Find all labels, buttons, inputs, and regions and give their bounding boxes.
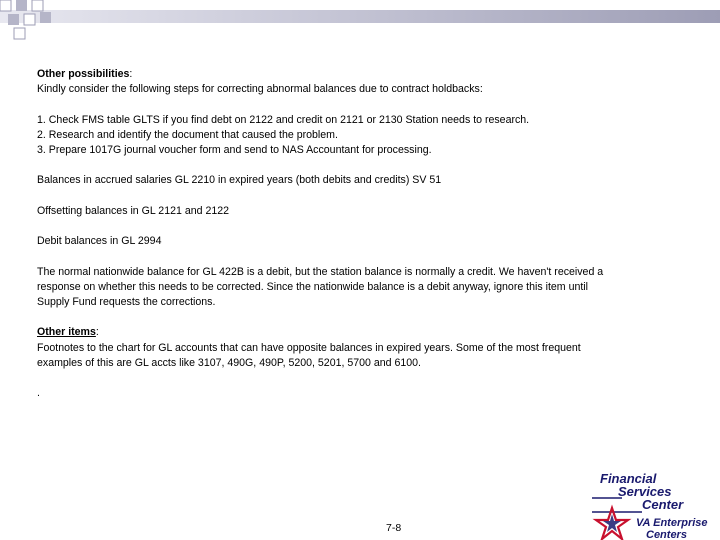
section-heading: Other possibilities: [37, 68, 130, 80]
logo-line2: Services: [618, 484, 672, 499]
section-heading-line: Other possibilities:: [37, 68, 133, 80]
document-body: [37, 67, 697, 401]
intro-text: Kindly consider the following steps for correcting abnormal balances due to contract holdbacks:: [37, 83, 483, 96]
paragraph-normal-line: Supply Fund requests the corrections.: [37, 295, 216, 308]
paragraph-accrued: Balances in accrued salaries GL 2210 in expired years (both debits and credits) SV 51: [37, 174, 442, 187]
logo-line1: Financial: [600, 471, 657, 486]
footnote-line: examples of this are GL accts like 3107, 490G, 490P, 5200, 5201, 5700 and 6100.: [37, 356, 421, 369]
step-item: 3. Prepare 1017G journal voucher form and send to NAS Accountant for processing.: [37, 144, 432, 156]
paragraph-offsetting: Offsetting balances in GL 2121 and 2122: [37, 204, 230, 217]
page-number: 7-8: [386, 522, 402, 534]
paragraph-normal-line: response on whether this needs to be corrected. Since the nationwide balance is a debit anyway, ignore this item until: [37, 280, 589, 293]
paragraph-debit: Debit balances in GL 2994: [37, 235, 162, 248]
logo-line4: VA Enterprise: [636, 517, 708, 529]
decorative-squares: [0, 0, 60, 40]
gradient-band: [0, 10, 720, 23]
footnote-line: Footnotes to the chart for GL accounts that can have opposite balances in expired years. Some of the most frequent: [37, 341, 581, 354]
logo-line5: Centers: [646, 529, 687, 540]
financial-services-center-logo: [592, 468, 720, 540]
other-items-heading: Other items: [37, 326, 96, 339]
header-band: [0, 0, 720, 40]
other-items-heading-line: Other items:: [37, 326, 99, 339]
step-item: 2. Research and identify the document that caused the problem.: [37, 128, 338, 141]
trailing-dot: .: [37, 387, 40, 400]
step-item: 1. Check FMS table GLTS if you find debt on 2122 and credit on 2121 or 2130 Station needs to research.: [37, 113, 530, 126]
paragraph-normal-line: The normal nationwide balance for GL 422B is a debit, but the station balance is normally a credit. We haven't received a: [37, 265, 604, 278]
logo-line3: Center: [642, 497, 684, 512]
